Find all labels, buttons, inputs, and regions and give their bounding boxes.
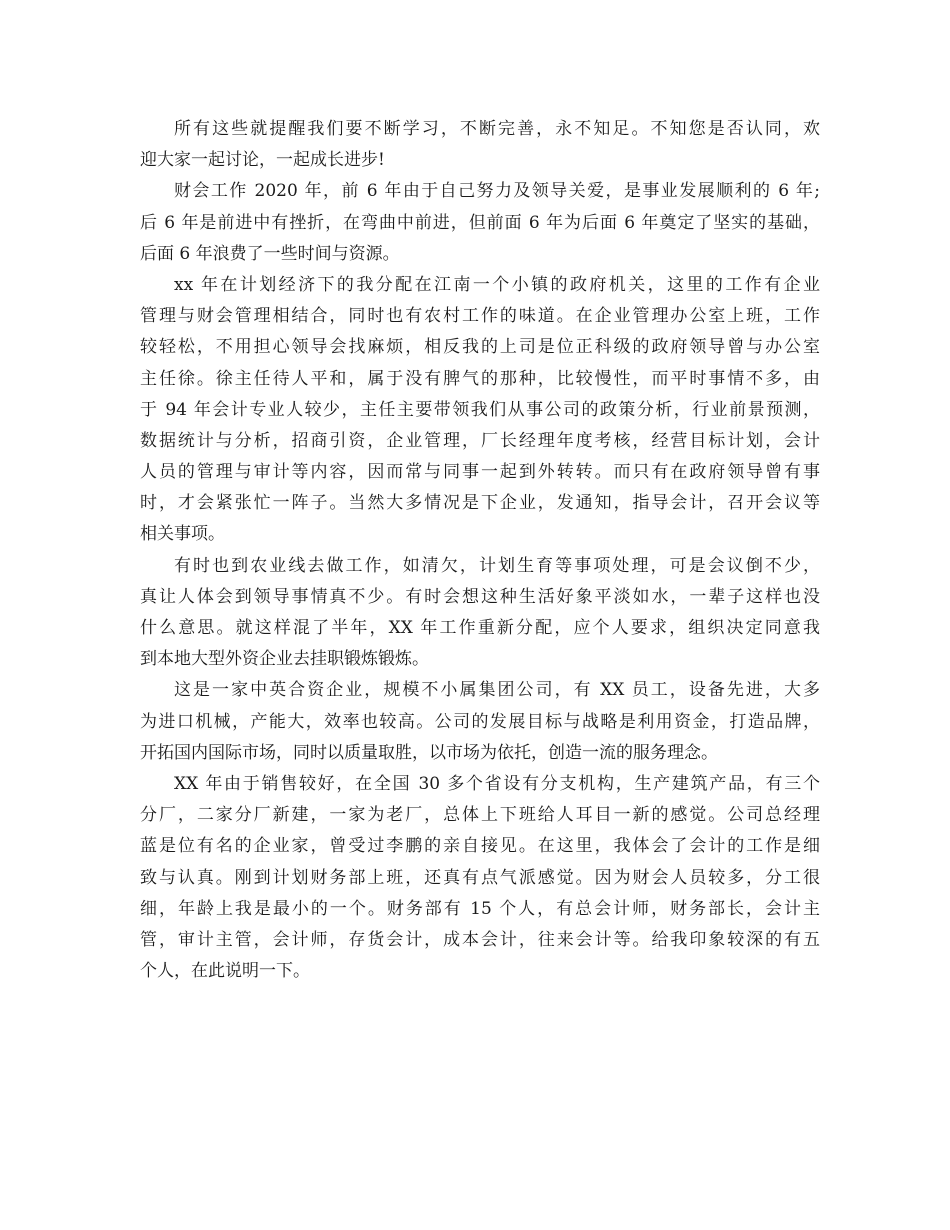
document-body [140,114,820,987]
text-line: 后 6 年是前进中有挫折，在弯曲中前进，但前面 6 年为后面 6 年奠定了坚实的基础， [140,212,820,233]
text-line: 分厂，二家分厂新建，一家为老厂，总体上下班给人耳目一新的感觉。公司总经理 [140,805,820,826]
text-line: 为进口机械，产能大，效率也较高。公司的发展目标与战略是利用资金，打造品牌， [140,711,820,732]
text-line: 开拓国内国际市场，同时以质量取胜，以市场为依托，创造一流的服务理念。 [140,742,718,763]
text-line: 个人，在此说明一下。 [140,961,310,982]
text-line: 迎大家一起讨论，一起成长进步! [140,150,385,171]
paragraph-1 [140,114,820,176]
text-line: 较轻松，不用担心领导会找麻烦，相反我的上司是位正科级的政府领导曾与办公室 [140,337,820,358]
text-line: 这是一家中英合资企业，规模不小属集团公司，有 XX 员工，设备先进，大多 [174,680,820,701]
text-line: 人员的管理与审计等内容，因而常与同事一起到外转转。而只有在政府领导曾有事 [140,462,820,483]
text-line: 相关事项。 [140,524,225,545]
paragraph-4 [140,551,820,676]
text-line: 数据统计与分析，招商引资，企业管理，厂长经理年度考核，经营目标计划，会计 [140,430,820,451]
text-line: 所有这些就提醒我们要不断学习，不断完善，永不知足。不知您是否认同，欢 [174,119,820,139]
text-line: 时，才会紧张忙一阵子。当然大多情况是下企业，发通知，指导会计，召开会议等 [140,493,820,514]
paragraph-6 [140,769,820,987]
text-line: 到本地大型外资企业去挂职锻炼锻炼。 [140,649,429,670]
text-line: 细，年龄上我是最小的一个。财务部有 15 个人，有总会计师，财务部长，会计主 [140,898,820,919]
text-line: 蓝是位有名的企业家，曾受过李鹏的亲自接见。在这里，我体会了会计的工作是细 [140,836,820,857]
text-line: 致与认真。刚到计划财务部上班，还真有点气派感觉。因为财会人员较多，分工很 [140,867,820,888]
paragraph-2 [140,176,820,270]
text-line: 有时也到农业线去做工作，如清欠，计划生育等事项处理，可是会议倒不少， [174,555,820,576]
text-line: 管理与财会管理相结合，同时也有农村工作的味道。在企业管理办公室上班，工作 [140,306,820,327]
text-line: 于 94 年会计专业人较少，主任主要带领我们从事公司的政策分析，行业前景预测， [140,399,820,420]
text-line: 后面 6 年浪费了一些时间与资源。 [140,243,400,264]
text-line: 主任徐。徐主任待人平和，属于没有脾气的那种，比较慢性，而平时事情不多，由 [140,368,820,389]
text-line: 财会工作 2020 年，前 6 年由于自己努力及领导关爱，是事业发展顺利的 6 年; [174,181,820,202]
paragraph-3 [140,270,820,551]
text-line: XX 年由于销售较好，在全国 30 多个省设有分支机构，生产建筑产品，有三个 [174,773,820,794]
text-line: 真让人体会到领导事情真不少。有时会想这种生活好象平淡如水，一辈子这样也没 [140,586,820,607]
text-line: xx 年在计划经济下的我分配在江南一个小镇的政府机关，这里的工作有企业 [174,274,820,295]
paragraph-5 [140,675,820,769]
text-line: 什么意思。就这样混了半年，XX 年工作重新分配，应个人要求，组织决定同意我 [140,618,820,638]
text-line: 管，审计主管，会计师，存货会计，成本会计，往来会计等。给我印象较深的有五 [140,929,820,950]
